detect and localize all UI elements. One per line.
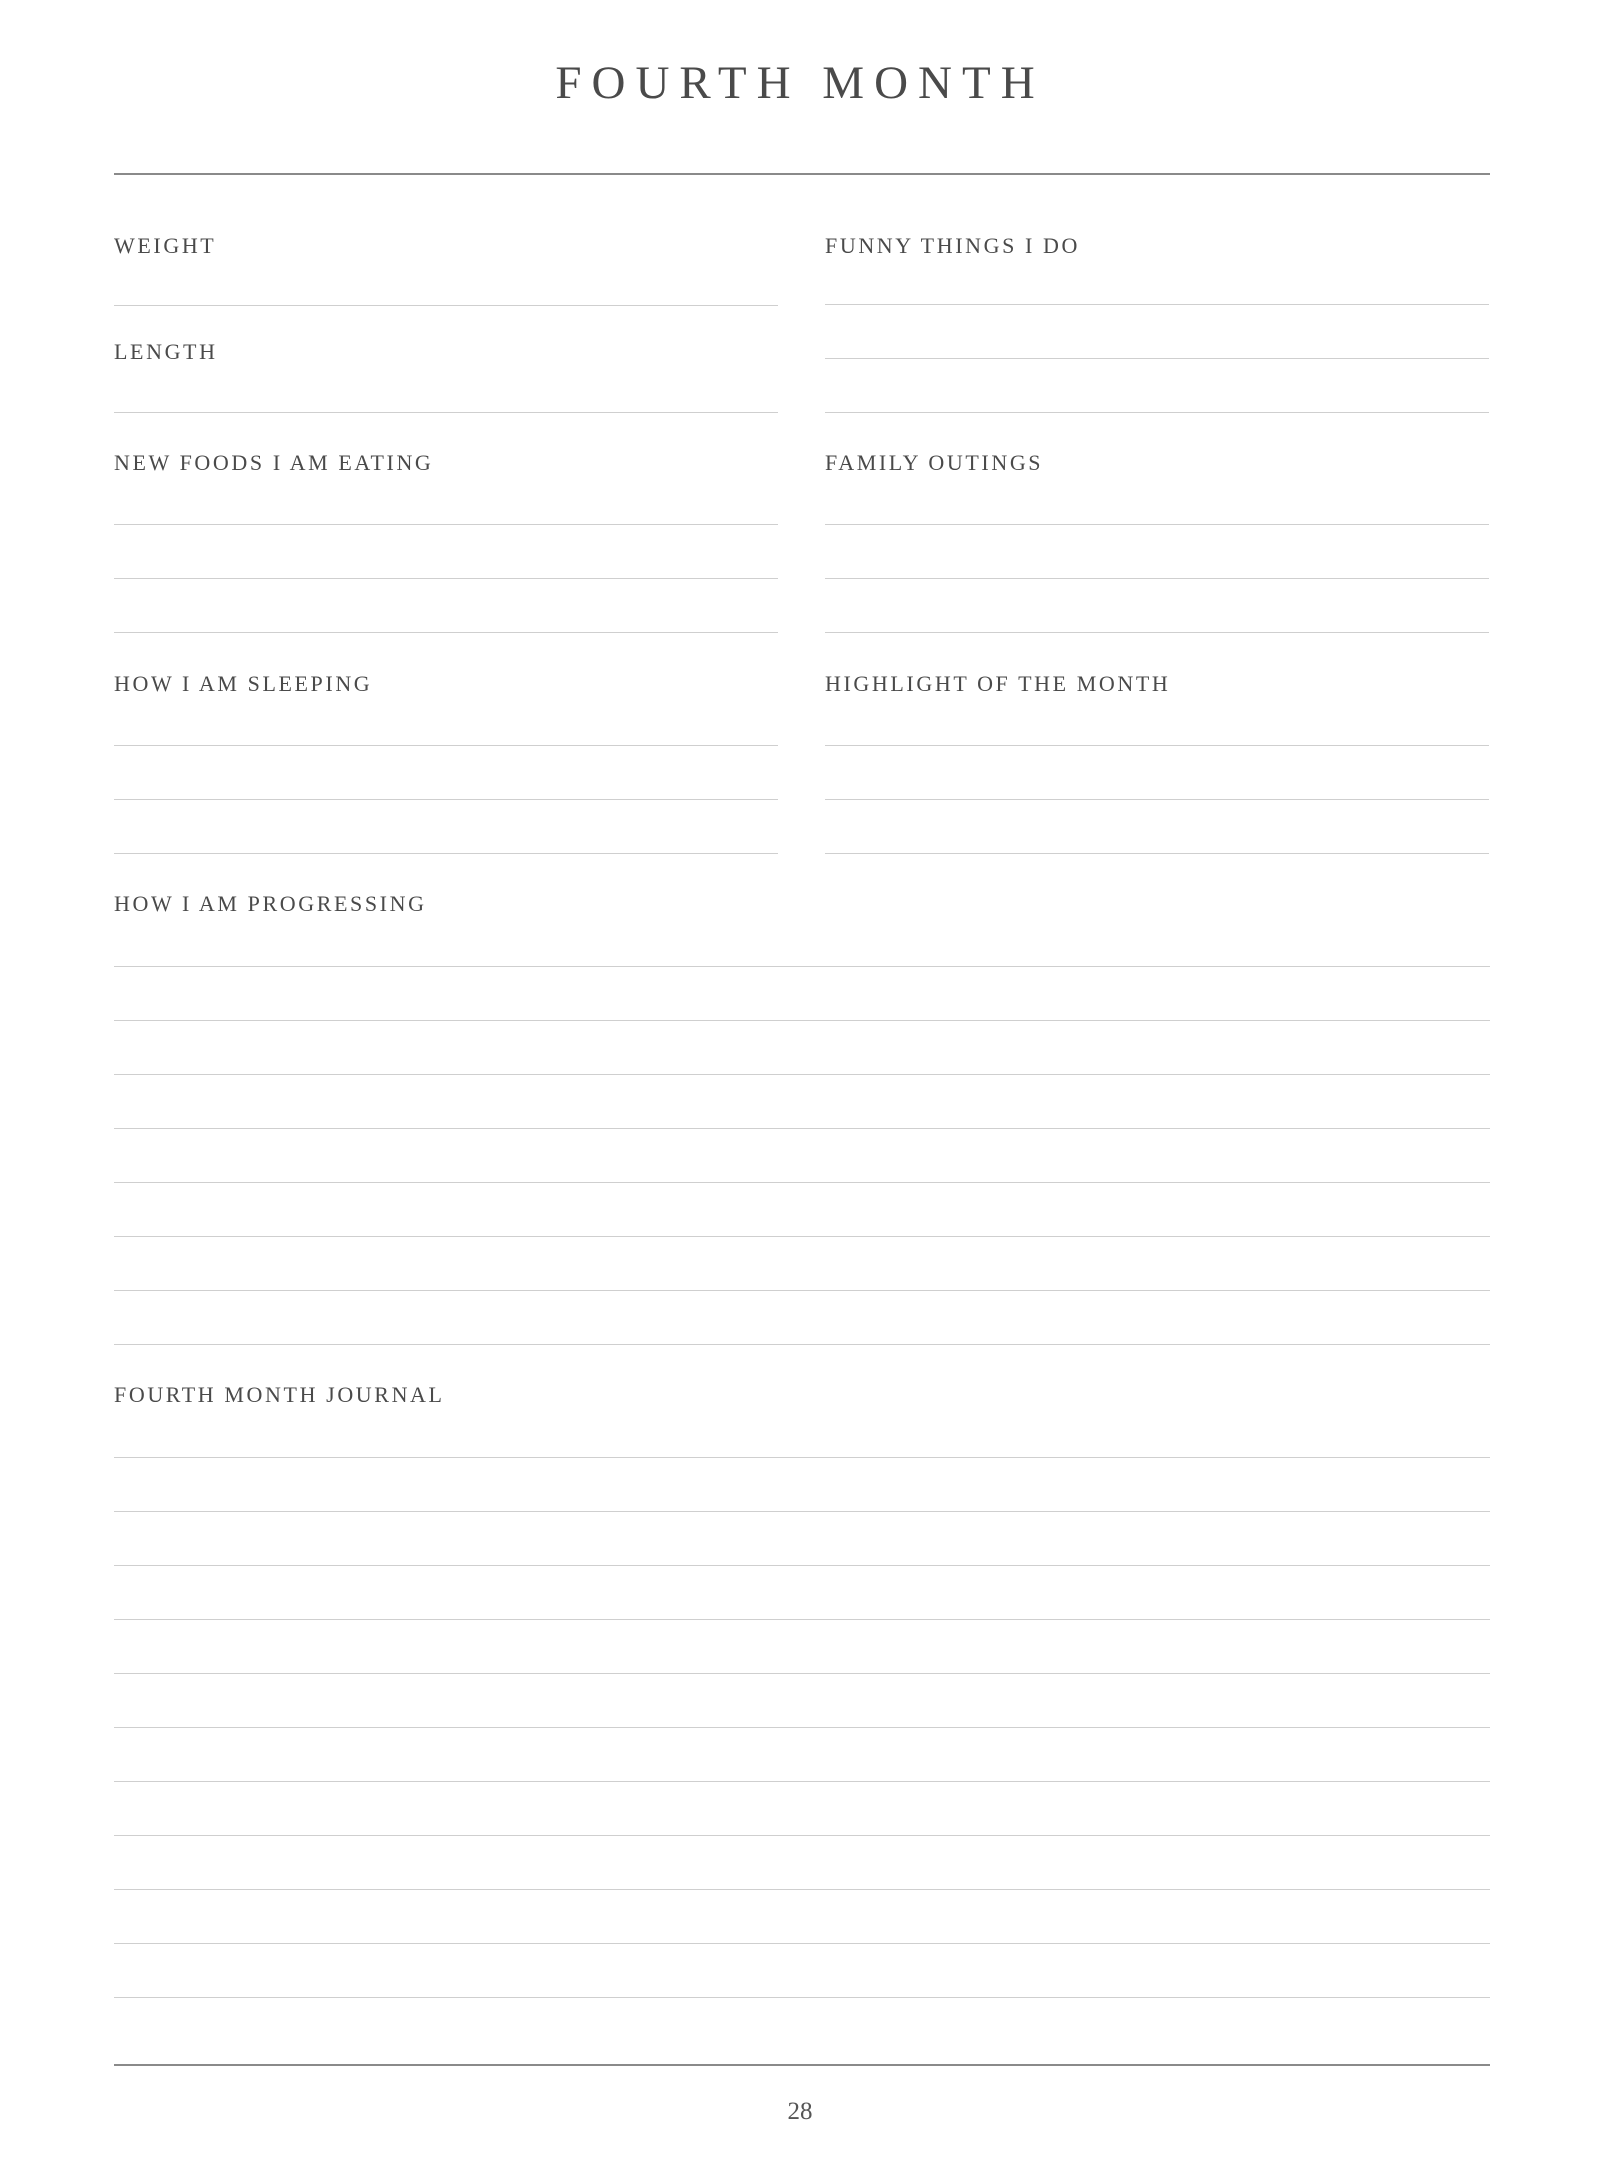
journal-line[interactable] [114, 1673, 1490, 1674]
journal-line[interactable] [114, 1781, 1490, 1782]
new-foods-line[interactable] [114, 524, 778, 525]
page-number: 28 [787, 2098, 813, 2125]
family-outings-line[interactable] [825, 632, 1489, 633]
top-divider [114, 173, 1490, 175]
journal-line[interactable] [114, 1619, 1490, 1620]
funny-things-line[interactable] [825, 358, 1489, 359]
journal-label: FOURTH MONTH JOURNAL [114, 1382, 445, 1407]
length-label: LENGTH [114, 339, 218, 364]
progressing-line[interactable] [114, 1128, 1490, 1129]
highlight-label: HIGHLIGHT OF THE MONTH [825, 671, 1171, 696]
journal-line[interactable] [114, 1835, 1490, 1836]
journal-line[interactable] [114, 1511, 1490, 1512]
progressing-line[interactable] [114, 1074, 1490, 1075]
sleeping-label: HOW I AM SLEEPING [114, 671, 373, 696]
progressing-line[interactable] [114, 1236, 1490, 1237]
journal-line[interactable] [114, 1889, 1490, 1890]
progressing-line[interactable] [114, 1020, 1490, 1021]
journal-line[interactable] [114, 1457, 1490, 1458]
highlight-line[interactable] [825, 799, 1489, 800]
weight-label: WEIGHT [114, 233, 217, 258]
funny-things-line[interactable] [825, 412, 1489, 413]
journal-line[interactable] [114, 1565, 1490, 1566]
progressing-line[interactable] [114, 1182, 1490, 1183]
sleeping-line[interactable] [114, 853, 778, 854]
funny-things-line[interactable] [825, 304, 1489, 305]
length-line[interactable] [114, 412, 778, 413]
sleeping-line[interactable] [114, 799, 778, 800]
sleeping-line[interactable] [114, 745, 778, 746]
family-outings-label: FAMILY OUTINGS [825, 450, 1044, 475]
family-outings-line[interactable] [825, 578, 1489, 579]
funny-things-label: FUNNY THINGS I DO [825, 233, 1081, 258]
progressing-label: HOW I AM PROGRESSING [114, 891, 427, 916]
journal-line[interactable] [114, 1997, 1490, 1998]
journal-line[interactable] [114, 1943, 1490, 1944]
progressing-line[interactable] [114, 1344, 1490, 1345]
bottom-divider [114, 2064, 1490, 2066]
highlight-line[interactable] [825, 853, 1489, 854]
highlight-line[interactable] [825, 745, 1489, 746]
progressing-line[interactable] [114, 966, 1490, 967]
weight-line[interactable] [114, 305, 778, 306]
new-foods-line[interactable] [114, 578, 778, 579]
new-foods-line[interactable] [114, 632, 778, 633]
new-foods-label: NEW FOODS I AM EATING [114, 450, 434, 475]
journal-line[interactable] [114, 1727, 1490, 1728]
page-title: FOURTH MONTH [555, 57, 1045, 109]
progressing-line[interactable] [114, 1290, 1490, 1291]
family-outings-line[interactable] [825, 524, 1489, 525]
